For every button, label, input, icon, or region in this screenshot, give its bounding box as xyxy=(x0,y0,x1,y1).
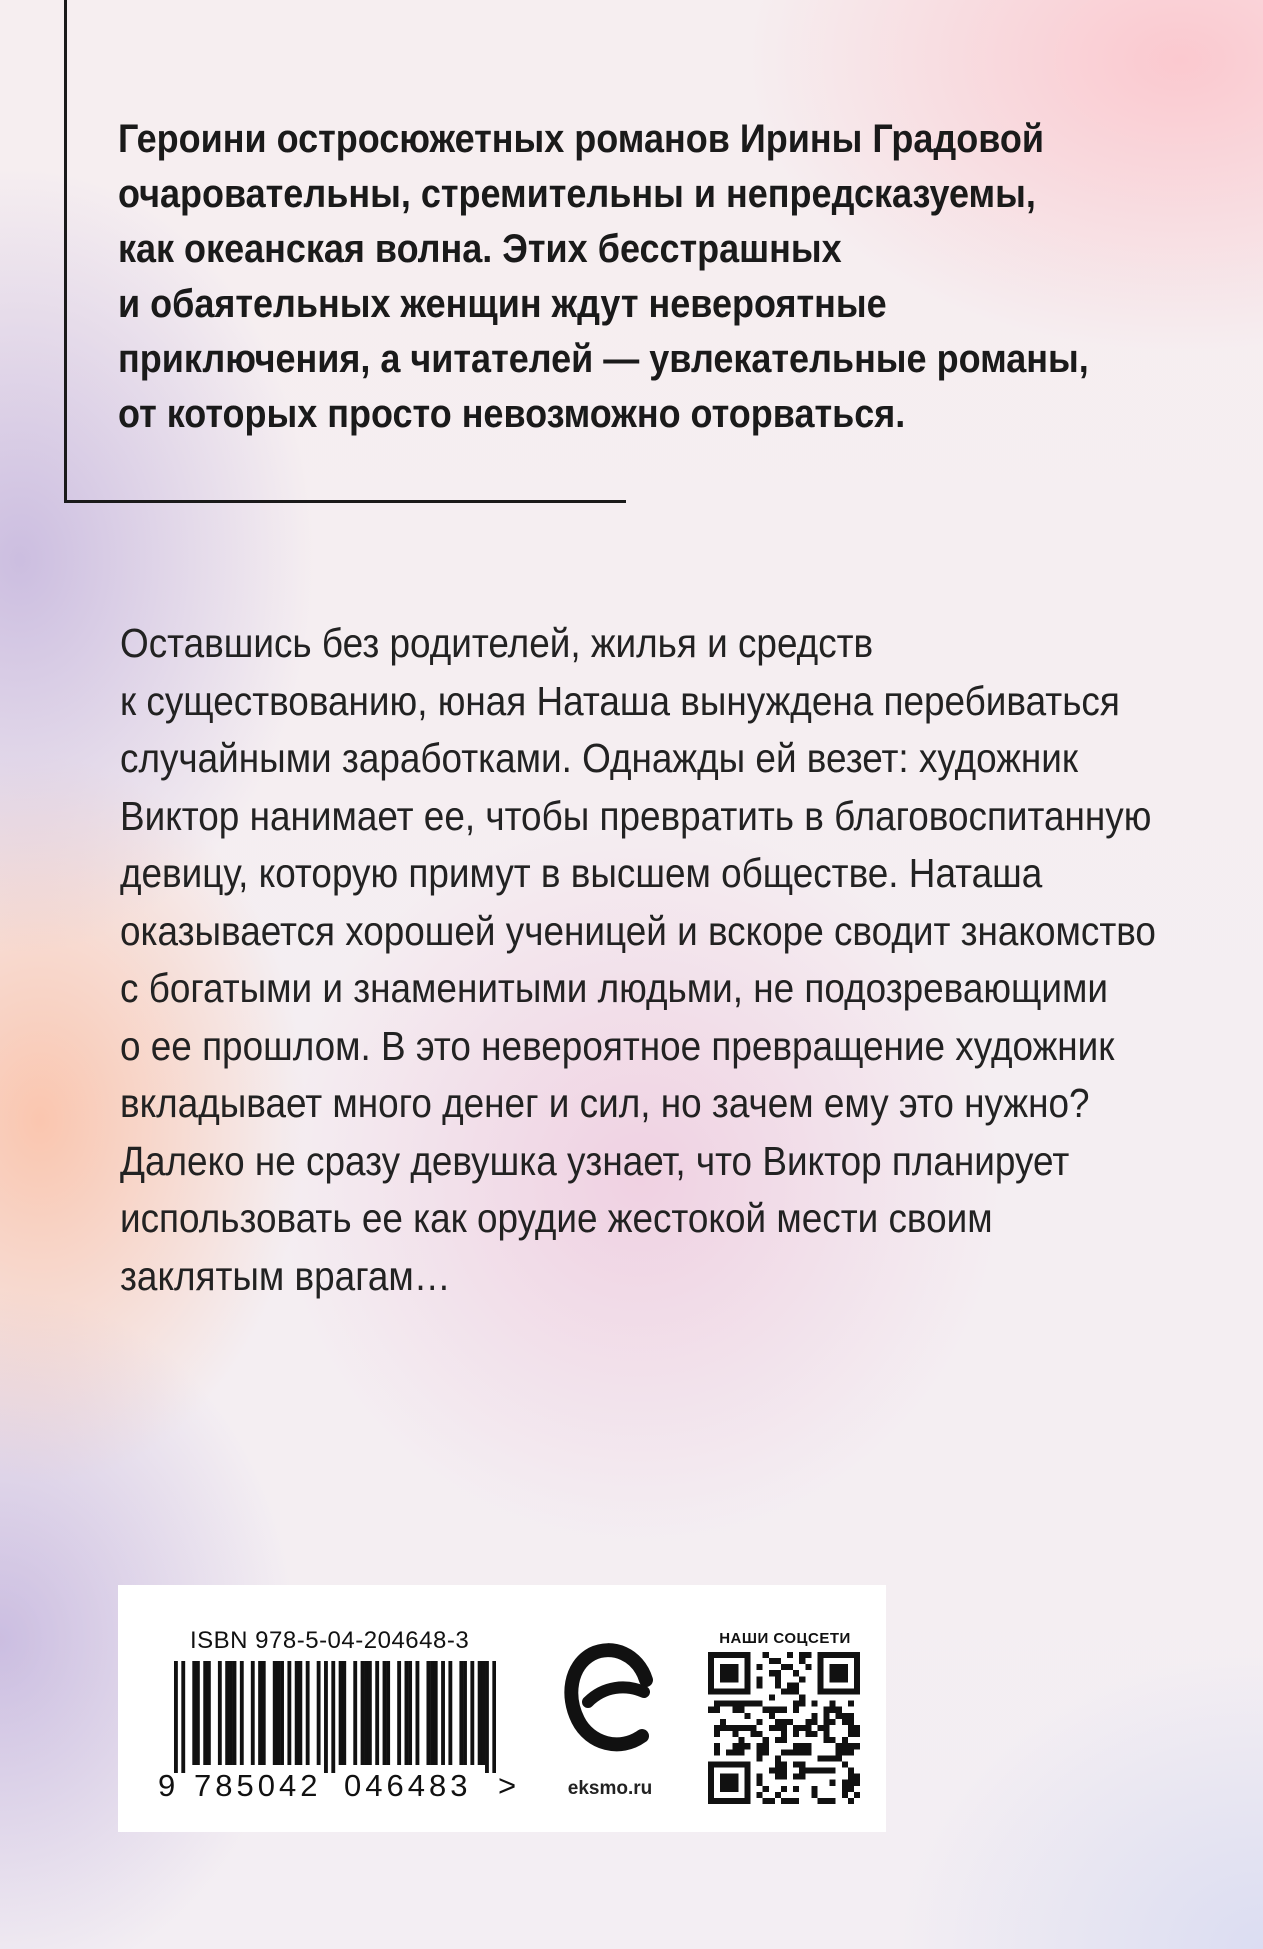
intro-line: Героини остросюжетных романов Ирины Градовой xyxy=(118,117,1045,161)
intro-line: и обаятельных женщин ждут невероятные xyxy=(118,282,887,326)
description-line: Виктор нанимает ее, чтобы превратить в благовоспитанную xyxy=(120,792,1152,839)
description-line: Оставшись без родителей, жилья и средств xyxy=(120,620,874,666)
publisher-url[interactable]: eksmo.ru xyxy=(567,1778,653,1799)
description-line: оказывается хорошей ученицей и вскоре сводит знакомство xyxy=(120,907,1156,954)
barcode-arrow: > xyxy=(498,1768,517,1803)
description-line: использовать ее как орудие жестокой мести своим xyxy=(120,1195,993,1241)
barcode xyxy=(174,1661,496,1773)
intro-line: очаровательны, стремительны и непредсказуемы, xyxy=(118,172,1036,216)
frame-line-horizontal xyxy=(64,500,626,503)
description-line: Далеко не сразу девушка узнает, что Виктор планирует xyxy=(120,1137,1070,1184)
barcode-left-digits: 785042 xyxy=(194,1768,322,1803)
description-line: о ее прошлом. В это невероятное превращение художник xyxy=(120,1022,1115,1069)
isbn-label: ISBN 978-5-04-204648-3 xyxy=(190,1627,470,1654)
social-label: НАШИ СОЦСЕТИ xyxy=(719,1630,851,1647)
intro-line: от которых просто невозможно оторваться. xyxy=(118,392,906,436)
description-line: с богатыми и знаменитыми людьми, не подозревающими xyxy=(120,965,1109,1011)
barcode-lead-digit: 9 xyxy=(158,1768,176,1803)
description-line: девицу, которую примут в высшем обществе. Наташа xyxy=(120,850,1043,896)
frame-line-vertical xyxy=(64,0,67,503)
qr-code-icon[interactable] xyxy=(708,1652,860,1804)
eksmo-logo-icon xyxy=(560,1640,660,1760)
description-paragraph xyxy=(120,615,1156,1305)
intro-paragraph xyxy=(118,112,1090,442)
barcode-right-digits: 046483 xyxy=(344,1768,472,1803)
description-line: заклятым врагам… xyxy=(120,1252,451,1299)
description-line: случайными заработками. Однажды ей везет: художник xyxy=(120,735,1079,781)
intro-line: приключения, а читателей — увлекательные романы, xyxy=(118,337,1089,381)
description-line: к существованию, юная Наташа вынуждена перебиваться xyxy=(120,677,1120,724)
intro-line: как океанская волна. Этих бесстрашных xyxy=(118,227,842,271)
barcode-digits xyxy=(158,1768,518,1808)
description-line: вкладывает много денег и сил, но зачем ему это нужно? xyxy=(120,1080,1090,1126)
